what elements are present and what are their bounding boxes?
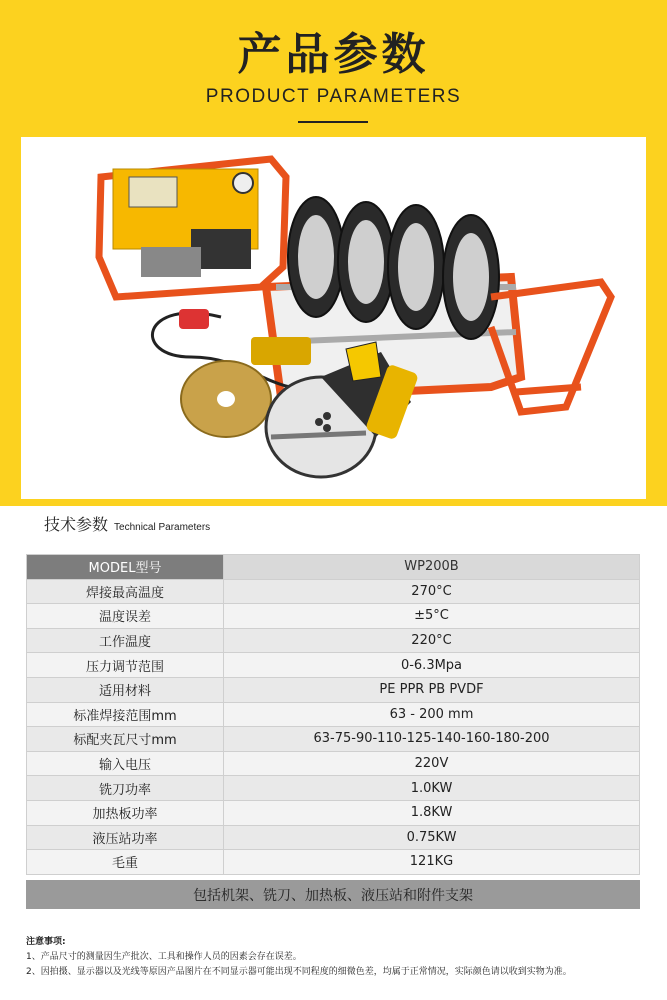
spec-key: 加热板功率 xyxy=(27,800,224,825)
notes xyxy=(26,935,656,980)
spec-value: 1.0KW xyxy=(224,776,640,801)
section-heading xyxy=(44,512,210,535)
spec-row xyxy=(27,727,640,752)
title-underline xyxy=(298,121,368,123)
note-item: 2、因拍摄、显示器以及光线等原因产品图片在不同显示器可能出现不同程度的细微色差，均属于正常情况，实际颜色请以收到实物为准。 xyxy=(26,967,572,977)
spec-value: 220V xyxy=(224,751,640,776)
section-title-cn: 技术参数 xyxy=(44,515,109,534)
spec-value: PE PPR PB PVDF xyxy=(224,677,640,702)
note-item: 1、产品尺寸的测量因生产批次、工具和操作人员的因素会存在误差。 xyxy=(26,952,302,962)
notes-heading: 注意事项: xyxy=(26,937,66,947)
spec-row xyxy=(27,628,640,653)
warning-label xyxy=(346,342,381,381)
spec-key: 液压站功率 xyxy=(27,825,224,850)
spec-row xyxy=(27,825,640,850)
control-display xyxy=(129,177,177,207)
spec-value: WP200B xyxy=(224,555,640,580)
spec-value: 121KG xyxy=(224,850,640,875)
included-items-row: 包括机架、铣刀、加热板、液压站和附件支架 xyxy=(26,880,640,909)
power-plug xyxy=(179,309,209,329)
spec-value: 1.8KW xyxy=(224,800,640,825)
spec-table xyxy=(26,554,640,875)
spec-key: 焊接最高温度 xyxy=(27,579,224,604)
spec-row xyxy=(27,677,640,702)
spec-key: 输入电压 xyxy=(27,751,224,776)
spec-row xyxy=(27,653,640,678)
spec-key: 温度误差 xyxy=(27,604,224,629)
spec-row xyxy=(27,604,640,629)
spec-value: 220°C xyxy=(224,628,640,653)
spec-key: 标准焊接范围mm xyxy=(27,702,224,727)
spec-key: 毛重 xyxy=(27,850,224,875)
spec-value: ±5°C xyxy=(224,604,640,629)
spec-row xyxy=(27,800,640,825)
spec-key: 工作温度 xyxy=(27,628,224,653)
spec-value: 0.75KW xyxy=(224,825,640,850)
spec-value: 0-6.3Mpa xyxy=(224,653,640,678)
spec-key: 适用材料 xyxy=(27,677,224,702)
spec-key: 标配夹瓦尺寸mm xyxy=(27,727,224,752)
spec-value: 63-75-90-110-125-140-160-180-200 xyxy=(224,727,640,752)
spec-row xyxy=(27,579,640,604)
spec-row xyxy=(27,702,640,727)
spec-row xyxy=(27,555,640,580)
spec-value: 270°C xyxy=(224,579,640,604)
spec-key: MODEL型号 xyxy=(27,555,224,580)
page-subtitle: PRODUCT PARAMETERS xyxy=(205,86,462,107)
product-photo xyxy=(21,137,646,499)
oil-tank xyxy=(141,247,201,277)
spec-value: 63 - 200 mm xyxy=(224,702,640,727)
spec-key: 压力调节范围 xyxy=(27,653,224,678)
pressure-gauge xyxy=(233,173,253,193)
page-title: 产品参数 xyxy=(237,29,430,80)
spec-key: 铣刀功率 xyxy=(27,776,224,801)
spec-row xyxy=(27,751,640,776)
spec-row xyxy=(27,850,640,875)
section-title-en: Technical Parameters xyxy=(114,522,211,533)
spec-row xyxy=(27,776,640,801)
